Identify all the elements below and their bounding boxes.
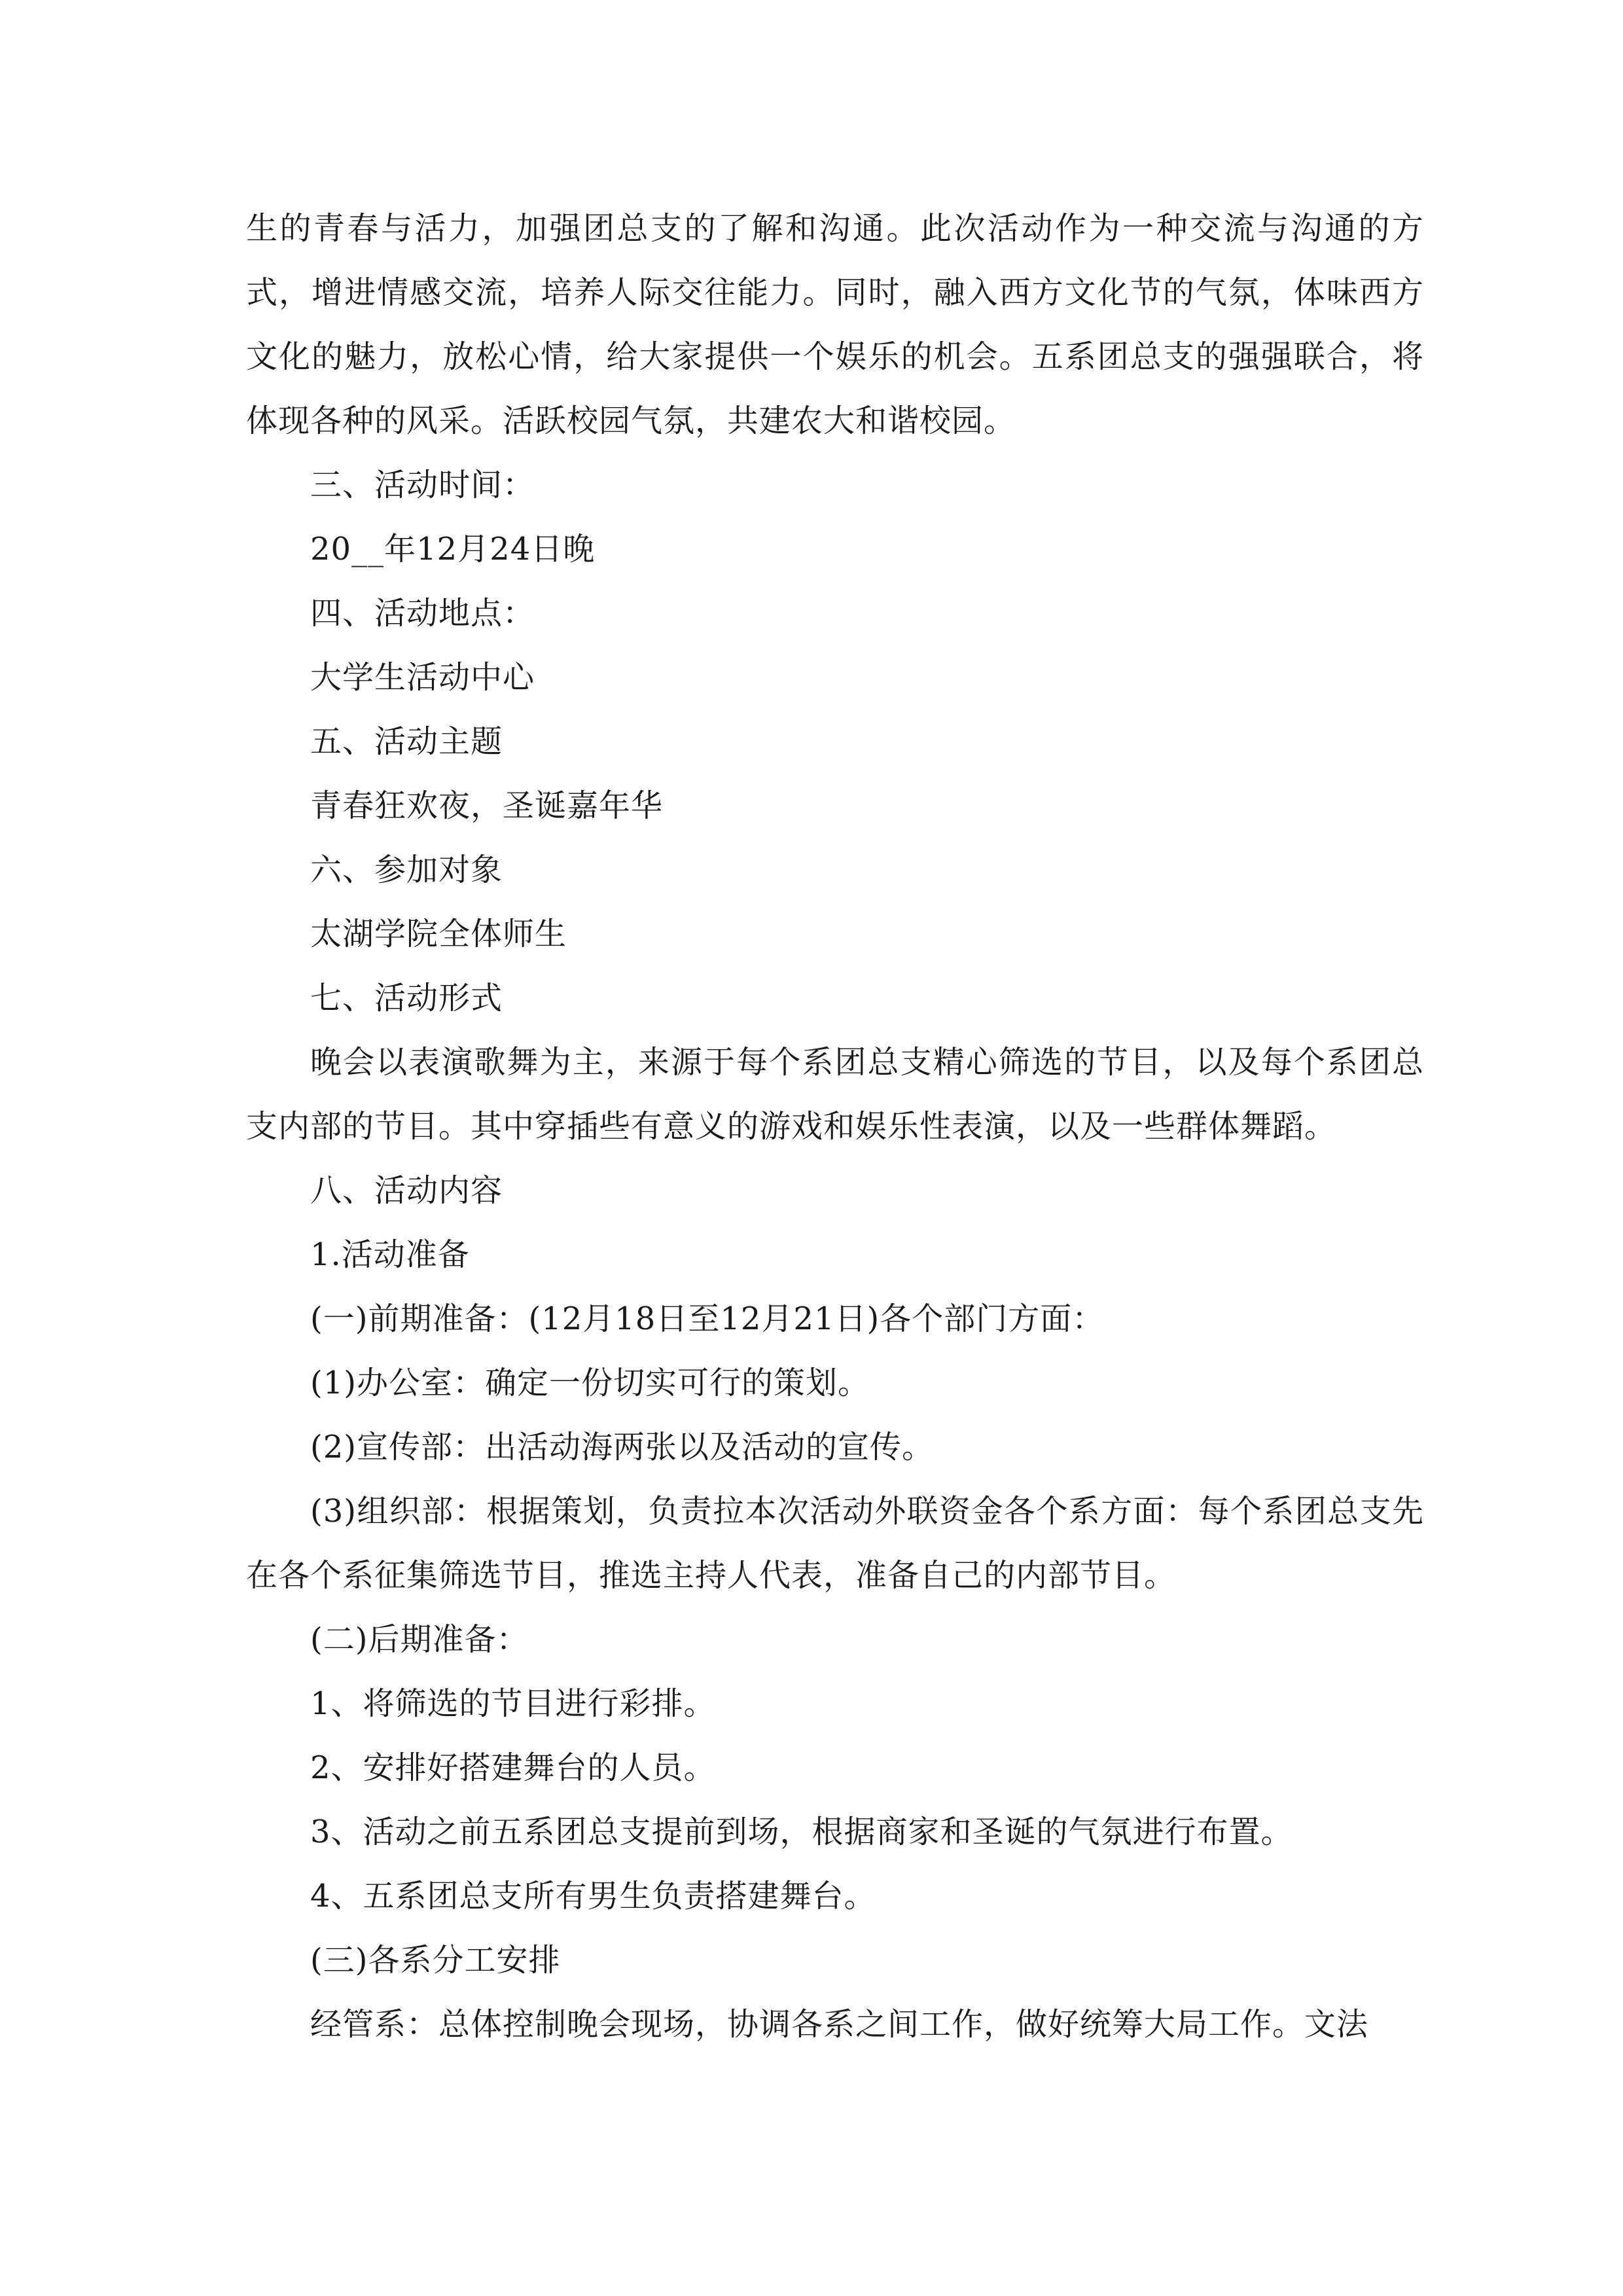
- heading-participants: 六、参加对象: [310, 852, 503, 888]
- heading-activity-theme: 五、活动主题: [310, 723, 503, 760]
- paragraph-intro-continued: 生的青春与活力，加强团总支的了解和沟通。此次活动作为一种交流与沟通的方式，增进情感交流，培养人际交往能力。同时，融入西方文化节的气氛，体味西方文化的魅力，放松心情，给大家提供一个娱乐的机会。五系团总支的强强联合，将体现各种的风采。活跃校园气氛，共建农大和谐校园。: [246, 210, 1424, 439]
- heading-activity-format: 七、活动形式: [310, 980, 503, 1016]
- participants-value: 太湖学院全体师生: [310, 916, 567, 952]
- early-preparation: (一)前期准备：(12月18日至12月21日)各个部门方面：: [310, 1300, 1105, 1337]
- later-item-4: 4、五系团总支所有男生负责搭建舞台。: [310, 1878, 876, 1914]
- later-item-3: 3、活动之前五系团总支提前到场，根据商家和圣诞的气氛进行布置。: [310, 1814, 1293, 1850]
- office-task: (1)办公室：确定一份切实可行的策划。: [310, 1365, 870, 1401]
- later-item-2: 2、安排好搭建舞台的人员。: [310, 1749, 716, 1786]
- later-item-1: 1、将筛选的节目进行彩排。: [310, 1685, 716, 1722]
- division-of-labor-heading: (三)各系分工安排: [310, 1942, 561, 1979]
- activity-time-value: 20__年12月24日晚: [310, 531, 596, 567]
- subheading-preparation: 1.活动准备: [310, 1236, 470, 1273]
- activity-theme-value: 青春狂欢夜，圣诞嘉年华: [310, 787, 664, 824]
- heading-activity-location: 四、活动地点：: [310, 595, 535, 632]
- activity-format-value: 晚会以表演歌舞为主，来源于每个系团总支精心筛选的节目，以及每个系团总支内部的节目。其中穿插些有意义的游戏和娱乐性表演，以及一些群体舞蹈。: [246, 1044, 1424, 1145]
- activity-location-value: 大学生活动中心: [310, 659, 535, 696]
- heading-activity-time: 三、活动时间：: [310, 467, 535, 503]
- document-body: [246, 196, 1424, 2056]
- organization-task: (3)组织部：根据策划，负责拉本次活动外联资金各个系方面：每个系团总支先在各个系征集筛选节目，推选主持人代表，准备自己的内部节目。: [246, 1493, 1424, 1594]
- publicity-task: (2)宣传部：出活动海两张以及活动的宣传。: [310, 1429, 934, 1465]
- heading-activity-content: 八、活动内容: [310, 1172, 503, 1209]
- economics-department-task: 经管系：总体控制晚会现场，协调各系之间工作，做好统筹大局工作。文法: [310, 2006, 1369, 2043]
- later-preparation: (二)后期准备：: [310, 1621, 529, 1658]
